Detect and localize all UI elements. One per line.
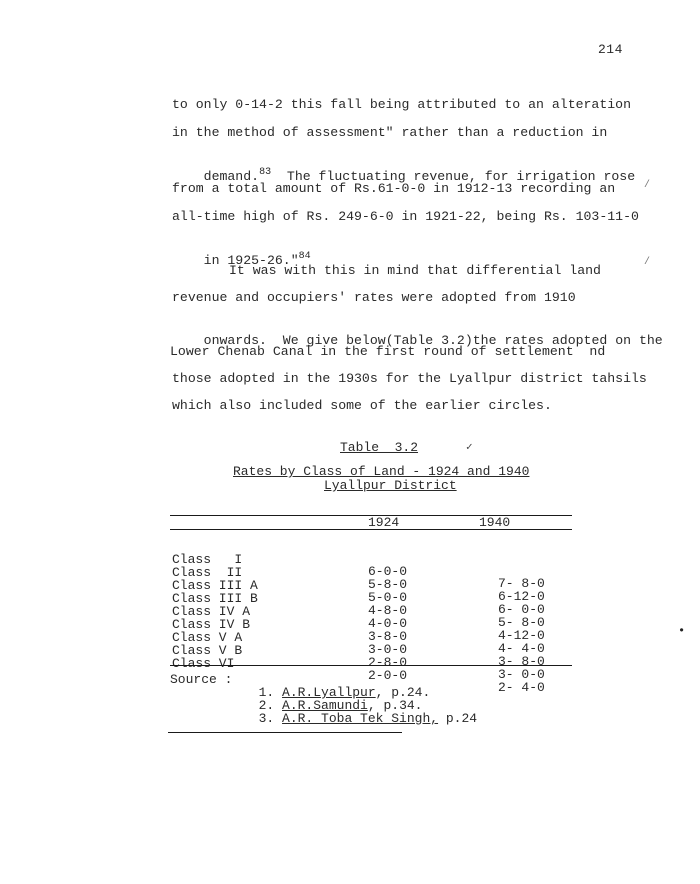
rate-1940: 7- 8-0	[498, 576, 545, 591]
source-page: , p.34.	[367, 698, 423, 713]
check-mark-icon: ✓	[466, 442, 473, 454]
scan-mark: /	[644, 180, 651, 191]
table-reference: (Table 3.2)	[385, 333, 473, 348]
rate-1924: 4-0-0	[368, 616, 408, 631]
text-line	[172, 153, 636, 184]
rate-1940: 4-12-0	[498, 628, 545, 643]
land-class: Class III B	[172, 591, 258, 606]
text-fragment: in 1925-26."	[203, 253, 299, 268]
text-line: which also included some of the earlier circles.	[172, 398, 552, 413]
table-subtitle: Lyallpur District	[324, 478, 457, 493]
land-class: Class VI	[172, 656, 235, 671]
text-fragment: The fluctuating revenue, for irrigation rose	[286, 169, 636, 184]
column-header-1924: 1924	[368, 515, 400, 530]
source-item	[243, 673, 431, 700]
rate-1940: 2- 4-0	[498, 680, 545, 695]
rate-1924: 5-0-0	[368, 590, 408, 605]
rate-1924: 5-8-0	[368, 577, 408, 592]
table-bottom-rule	[170, 665, 572, 666]
page-number: 214	[598, 42, 623, 57]
rate-1940: 3- 8-0	[498, 654, 545, 669]
table-label: Table 3.2	[340, 440, 419, 455]
text-fragment: demand.	[203, 169, 260, 184]
text-line: all-time high of Rs. 249-6-0 in 1921-22, being Rs. 103-11-0	[172, 209, 639, 224]
land-class: Class IV A	[172, 604, 251, 619]
rate-1940: 5- 8-0	[498, 615, 545, 630]
land-class: Class V A	[172, 630, 243, 645]
table-title: Rates by Class of Land - 1924 and 1940	[233, 464, 530, 479]
land-class: Class IV B	[172, 617, 251, 632]
rate-1924: 3-8-0	[368, 629, 408, 644]
column-header-1940: 1940	[479, 515, 511, 530]
rate-1924: 6-0-0	[368, 564, 408, 579]
text-line: from a total amount of Rs.61-0-0 in 1912-13 recording an	[172, 181, 616, 196]
source-title: A.R.Samundi	[282, 698, 368, 713]
text-line: to only 0-14-2 this fall being attributed to an alteration	[172, 97, 631, 112]
rate-1924: 2-8-0	[368, 655, 408, 670]
scan-mark: •	[678, 624, 686, 638]
source-title: A.R.Lyallpur	[282, 685, 376, 700]
source-label: Source :	[170, 672, 233, 687]
text-fragment: onwards. We give below	[203, 333, 386, 348]
scan-mark: /	[644, 257, 651, 268]
land-class: Class II	[172, 565, 243, 580]
text-line: revenue and occupiers' rates were adopted from 1910	[172, 290, 576, 305]
text-line: in the method of assessment" rather than a reduction in	[172, 125, 608, 140]
source-number: 2.	[258, 698, 275, 713]
land-class: Class III A	[172, 578, 258, 593]
footnote-separator-rule	[168, 732, 402, 733]
rate-1940: 3- 0-0	[498, 667, 545, 682]
source-number: 3.	[258, 711, 275, 726]
source-number: 1.	[258, 685, 275, 700]
text-line: It was with this in mind that differential land	[229, 263, 601, 278]
footnote-marker-83: 83	[259, 167, 272, 178]
source-item	[243, 686, 423, 713]
rate-1940: 6- 0-0	[498, 602, 545, 617]
rate-1924: 4-8-0	[368, 603, 408, 618]
rate-1924: 2-0-0	[368, 668, 408, 683]
source-page: p.24	[438, 711, 478, 726]
land-class: Class V B	[172, 643, 243, 658]
footnote-marker-84: 84	[298, 251, 311, 262]
table-header-rule	[170, 529, 572, 530]
text-line: those adopted in the 1930s for the Lyallpur district tahsils	[172, 371, 647, 386]
text-line	[172, 317, 663, 348]
source-item	[243, 699, 478, 726]
rate-1924: 3-0-0	[368, 642, 408, 657]
source-title: A.R. Toba Tek Singh,	[282, 711, 439, 726]
rate-1940: 4- 4-0	[498, 641, 545, 656]
text-fragment: the rates adopted on the	[472, 333, 663, 348]
rate-1940: 6-12-0	[498, 589, 545, 604]
text-line: Lower Chenab Canal in the first round of settlement nd	[170, 344, 606, 359]
text-line	[172, 237, 311, 268]
land-class: Class I	[172, 552, 243, 567]
source-page: , p.24.	[375, 685, 431, 700]
